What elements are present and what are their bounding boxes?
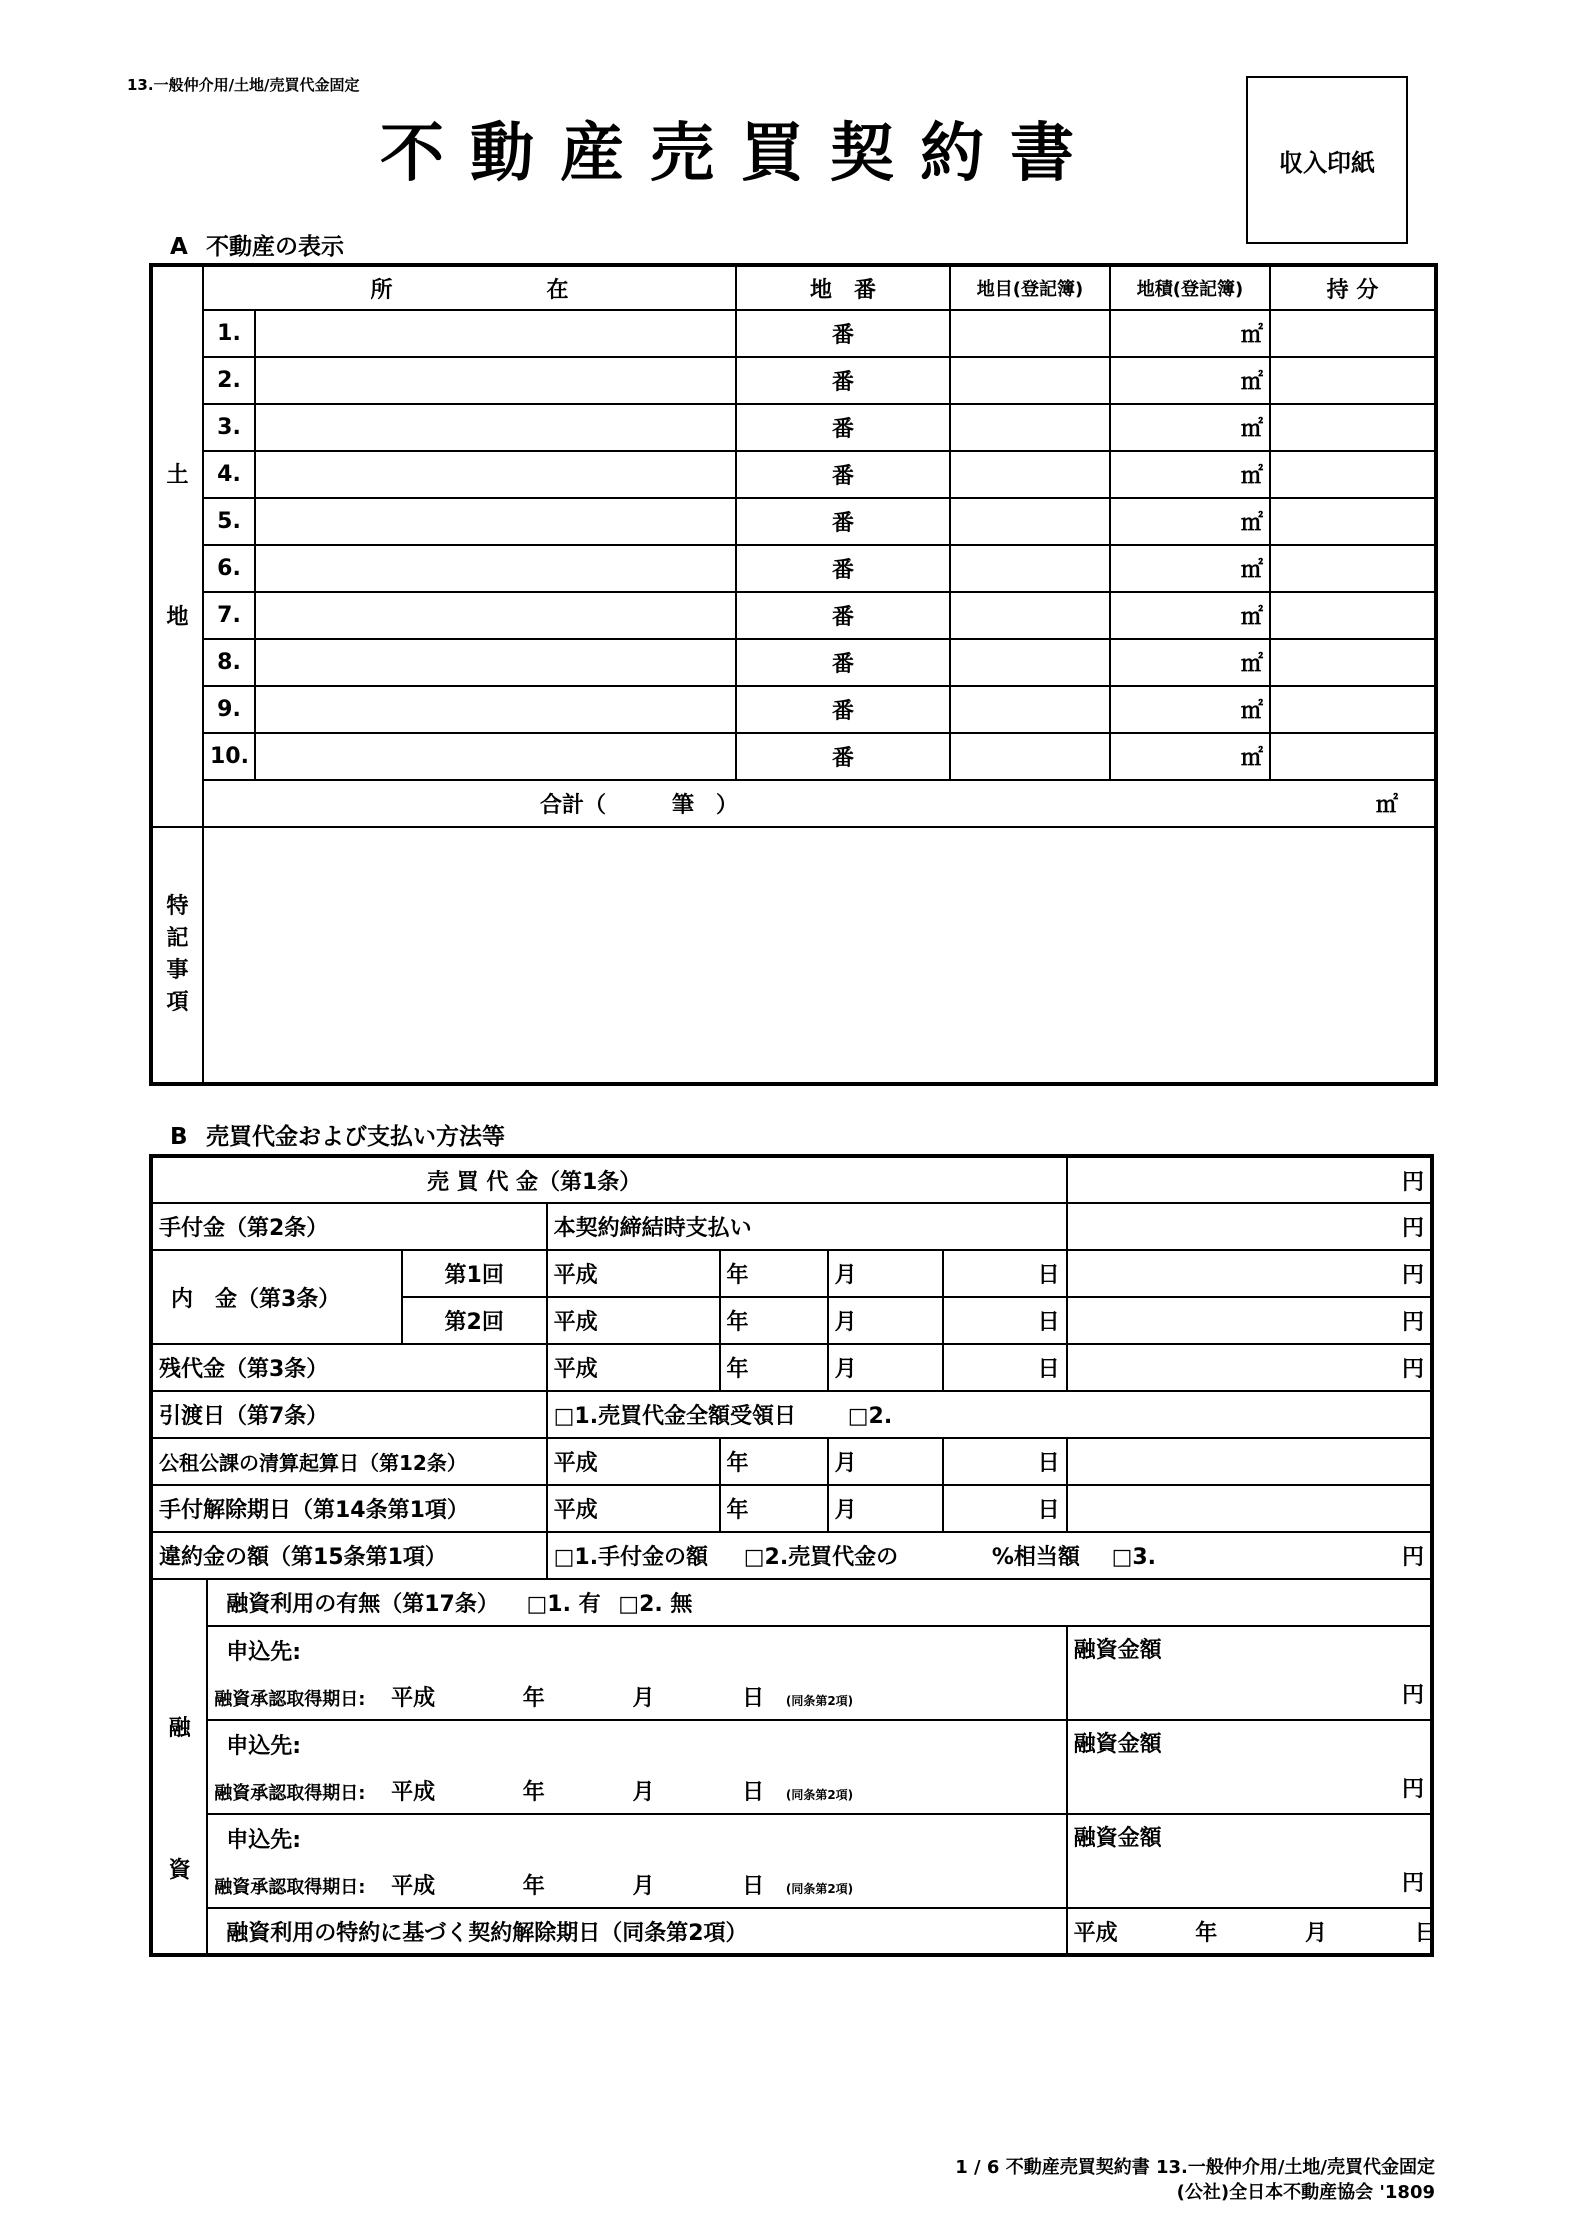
tax-year[interactable]: 年 bbox=[720, 1438, 828, 1485]
section-a-title: 不動産の表示 bbox=[206, 234, 344, 260]
category-input-5[interactable] bbox=[950, 498, 1110, 545]
balance-day[interactable]: 日 bbox=[943, 1344, 1066, 1391]
loan-1-applicant[interactable]: 申込先: bbox=[207, 1626, 1066, 1673]
location-input-2[interactable] bbox=[255, 357, 736, 404]
penalty-option-1[interactable]: □1.手付金の額 bbox=[553, 1545, 709, 1570]
penalty-option-2[interactable]: □2.売買代金の bbox=[743, 1545, 899, 1570]
delivery-option-1[interactable]: □1.売買代金全額受領日 bbox=[553, 1404, 797, 1429]
penalty-yen: 円 bbox=[1401, 1545, 1424, 1570]
loan-2-applicant[interactable]: 申込先: bbox=[207, 1720, 1066, 1767]
lot-input-9[interactable]: 番 bbox=[736, 686, 950, 733]
balance-amount[interactable]: 円 bbox=[1067, 1344, 1432, 1391]
lot-input-7[interactable]: 番 bbox=[736, 592, 950, 639]
row-number: 1. bbox=[203, 310, 255, 357]
category-input-1[interactable] bbox=[950, 310, 1110, 357]
share-input-7[interactable] bbox=[1270, 592, 1436, 639]
lot-input-10[interactable]: 番 bbox=[736, 733, 950, 780]
area-input-6[interactable]: ㎡ bbox=[1110, 545, 1270, 592]
penalty-percent-label: %相当額 bbox=[991, 1545, 1080, 1570]
price-input[interactable]: 円 bbox=[1067, 1156, 1432, 1203]
col-location: 所 在 bbox=[203, 265, 736, 310]
loan-side-label: 融 資 bbox=[151, 1579, 207, 1955]
col-area: 地積(登記簿) bbox=[1110, 265, 1270, 310]
loan-cancel-label: 融資利用の特約に基づく契約解除期日（同条第2項） bbox=[207, 1908, 1066, 1955]
delivery-options[interactable] bbox=[547, 1391, 1432, 1438]
loan-3-amount[interactable]: 融資金額 円 bbox=[1067, 1814, 1432, 1908]
area-input-3[interactable]: ㎡ bbox=[1110, 404, 1270, 451]
col-category: 地目(登記簿) bbox=[950, 265, 1110, 310]
interim-second-amount[interactable]: 円 bbox=[1067, 1297, 1432, 1344]
interim-first-era: 平成 bbox=[547, 1250, 720, 1297]
deposit-timing: 本契約締結時支払い bbox=[547, 1203, 1067, 1250]
penalty-option-3[interactable]: □3. bbox=[1111, 1545, 1157, 1570]
category-input-4[interactable] bbox=[950, 451, 1110, 498]
footer-line-2: (公社)全日本不動産協会 '1809 bbox=[1176, 2182, 1435, 2203]
row-number: 4. bbox=[203, 451, 255, 498]
interim-second-label: 第2回 bbox=[402, 1297, 547, 1344]
special-notes-label: 特記事項 bbox=[151, 827, 203, 1084]
deposit-label: 手付金（第2条） bbox=[151, 1203, 547, 1250]
special-notes-area[interactable] bbox=[203, 827, 1436, 1084]
row-number: 8. bbox=[203, 639, 255, 686]
section-b-letter: B bbox=[170, 1124, 188, 1150]
balance-year[interactable]: 年 bbox=[720, 1344, 828, 1391]
row-number: 5. bbox=[203, 498, 255, 545]
delivery-label: 引渡日（第7条） bbox=[151, 1391, 547, 1438]
delivery-option-2[interactable]: □2. bbox=[847, 1404, 893, 1429]
loan-2-amount[interactable]: 融資金額 円 bbox=[1067, 1720, 1432, 1814]
category-input-3[interactable] bbox=[950, 404, 1110, 451]
interim-second-month[interactable]: 月 bbox=[828, 1297, 944, 1344]
interim-second-year[interactable]: 年 bbox=[720, 1297, 828, 1344]
share-input-5[interactable] bbox=[1270, 498, 1436, 545]
area-input-2[interactable]: ㎡ bbox=[1110, 357, 1270, 404]
section-a-heading bbox=[170, 228, 344, 261]
interim-first-month[interactable]: 月 bbox=[828, 1250, 944, 1297]
interim-first-label: 第1回 bbox=[402, 1250, 547, 1297]
row-number: 2. bbox=[203, 357, 255, 404]
revenue-stamp-box: 収入印紙 bbox=[1246, 76, 1408, 244]
location-input-6[interactable] bbox=[255, 545, 736, 592]
balance-label: 残代金（第3条） bbox=[151, 1344, 547, 1391]
interim-second-era: 平成 bbox=[547, 1297, 720, 1344]
lot-input-8[interactable]: 番 bbox=[736, 639, 950, 686]
area-input-1[interactable]: ㎡ bbox=[1110, 310, 1270, 357]
interim-first-amount[interactable]: 円 bbox=[1067, 1250, 1432, 1297]
total-unit: ㎡ bbox=[1376, 793, 1399, 818]
area-input-7[interactable]: ㎡ bbox=[1110, 592, 1270, 639]
interim-first-day[interactable]: 日 bbox=[943, 1250, 1066, 1297]
area-input-4[interactable]: ㎡ bbox=[1110, 451, 1270, 498]
footer-line-1: 1 / 6 不動産売買契約書 13.一般仲介用/土地/売買代金固定 bbox=[955, 2157, 1435, 2178]
loan-1-amount[interactable]: 融資金額 円 bbox=[1067, 1626, 1432, 1720]
share-input-10[interactable] bbox=[1270, 733, 1436, 780]
area-input-8[interactable]: ㎡ bbox=[1110, 639, 1270, 686]
lot-input-3[interactable]: 番 bbox=[736, 404, 950, 451]
share-input-4[interactable] bbox=[1270, 451, 1436, 498]
property-table bbox=[149, 263, 1438, 1086]
form-code: 13.一般仲介用/土地/売買代金固定 bbox=[127, 76, 360, 94]
lot-input-1[interactable]: 番 bbox=[736, 310, 950, 357]
category-input-9[interactable] bbox=[950, 686, 1110, 733]
share-input-1[interactable] bbox=[1270, 310, 1436, 357]
tax-era: 平成 bbox=[547, 1438, 720, 1485]
cancel-era: 平成 bbox=[547, 1485, 720, 1532]
col-lot: 地 番 bbox=[736, 265, 950, 310]
share-input-6[interactable] bbox=[1270, 545, 1436, 592]
document-title: 不動産売買契約書 bbox=[380, 117, 1100, 191]
cancel-blank bbox=[1067, 1485, 1432, 1532]
section-b-heading bbox=[170, 1118, 505, 1151]
deposit-cancel-label: 手付解除期日（第14条第1項） bbox=[151, 1485, 547, 1532]
loan-3-applicant[interactable]: 申込先: bbox=[207, 1814, 1066, 1861]
category-input-8[interactable] bbox=[950, 639, 1110, 686]
balance-era: 平成 bbox=[547, 1344, 720, 1391]
loan-use-label: 融資利用の有無（第17条） bbox=[226, 1592, 499, 1617]
cancel-month[interactable]: 月 bbox=[828, 1485, 944, 1532]
category-input-6[interactable] bbox=[950, 545, 1110, 592]
cancel-year[interactable]: 年 bbox=[720, 1485, 828, 1532]
location-input-4[interactable] bbox=[255, 451, 736, 498]
interim-label: 内 金（第3条） bbox=[151, 1250, 402, 1344]
area-input-5[interactable]: ㎡ bbox=[1110, 498, 1270, 545]
total-label: 合計（ 筆 ） bbox=[540, 793, 739, 818]
row-number: 6. bbox=[203, 545, 255, 592]
row-number: 10. bbox=[203, 733, 255, 780]
penalty-options[interactable] bbox=[547, 1532, 1432, 1579]
loan-1-approval[interactable]: 融資承認取得期日: 平成 年 月 日 (同条第2項) bbox=[207, 1673, 1066, 1720]
area-input-10[interactable]: ㎡ bbox=[1110, 733, 1270, 780]
lot-input-2[interactable]: 番 bbox=[736, 357, 950, 404]
share-input-9[interactable] bbox=[1270, 686, 1436, 733]
loan-use-row[interactable] bbox=[207, 1579, 1432, 1626]
section-a-letter: A bbox=[170, 234, 188, 260]
tax-month[interactable]: 月 bbox=[828, 1438, 944, 1485]
loan-cancel-date[interactable]: 平成 年 月 日 bbox=[1067, 1908, 1432, 1955]
loan-yes-checkbox[interactable]: □1. 有 bbox=[526, 1592, 601, 1617]
category-input-10[interactable] bbox=[950, 733, 1110, 780]
lot-input-6[interactable]: 番 bbox=[736, 545, 950, 592]
loan-no-checkbox[interactable]: □2. 無 bbox=[618, 1592, 693, 1617]
location-input-5[interactable] bbox=[255, 498, 736, 545]
price-label: 売 買 代 金（第1条） bbox=[151, 1156, 1067, 1203]
location-input-10[interactable] bbox=[255, 733, 736, 780]
penalty-label: 違約金の額（第15条第1項） bbox=[151, 1532, 547, 1579]
land-side-label: 土 地 bbox=[151, 265, 203, 827]
section-b-title: 売買代金および支払い方法等 bbox=[206, 1124, 505, 1150]
location-input-7[interactable] bbox=[255, 592, 736, 639]
lot-input-5[interactable]: 番 bbox=[736, 498, 950, 545]
category-input-2[interactable] bbox=[950, 357, 1110, 404]
deposit-input[interactable]: 円 bbox=[1067, 1203, 1432, 1250]
share-input-2[interactable] bbox=[1270, 357, 1436, 404]
tax-blank bbox=[1067, 1438, 1432, 1485]
tax-settlement-label: 公租公課の清算起算日（第12条） bbox=[151, 1438, 547, 1485]
total-row[interactable] bbox=[203, 780, 1436, 827]
payment-table bbox=[149, 1154, 1437, 1957]
interim-second-day[interactable]: 日 bbox=[943, 1297, 1066, 1344]
row-number: 3. bbox=[203, 404, 255, 451]
share-input-8[interactable] bbox=[1270, 639, 1436, 686]
area-input-9[interactable]: ㎡ bbox=[1110, 686, 1270, 733]
row-number: 9. bbox=[203, 686, 255, 733]
row-number: 7. bbox=[203, 592, 255, 639]
col-share: 持 分 bbox=[1270, 265, 1436, 310]
share-input-3[interactable] bbox=[1270, 404, 1436, 451]
location-input-3[interactable] bbox=[255, 404, 736, 451]
lot-input-4[interactable]: 番 bbox=[736, 451, 950, 498]
location-input-1[interactable] bbox=[255, 310, 736, 357]
loan-2-approval[interactable]: 融資承認取得期日: 平成 年 月 日 (同条第2項) bbox=[207, 1767, 1066, 1814]
category-input-7[interactable] bbox=[950, 592, 1110, 639]
interim-first-year[interactable]: 年 bbox=[720, 1250, 828, 1297]
location-input-9[interactable] bbox=[255, 686, 736, 733]
cancel-day[interactable]: 日 bbox=[943, 1485, 1066, 1532]
tax-day[interactable]: 日 bbox=[943, 1438, 1066, 1485]
balance-month[interactable]: 月 bbox=[828, 1344, 944, 1391]
loan-3-approval[interactable]: 融資承認取得期日: 平成 年 月 日 (同条第2項) bbox=[207, 1861, 1066, 1908]
location-input-8[interactable] bbox=[255, 639, 736, 686]
